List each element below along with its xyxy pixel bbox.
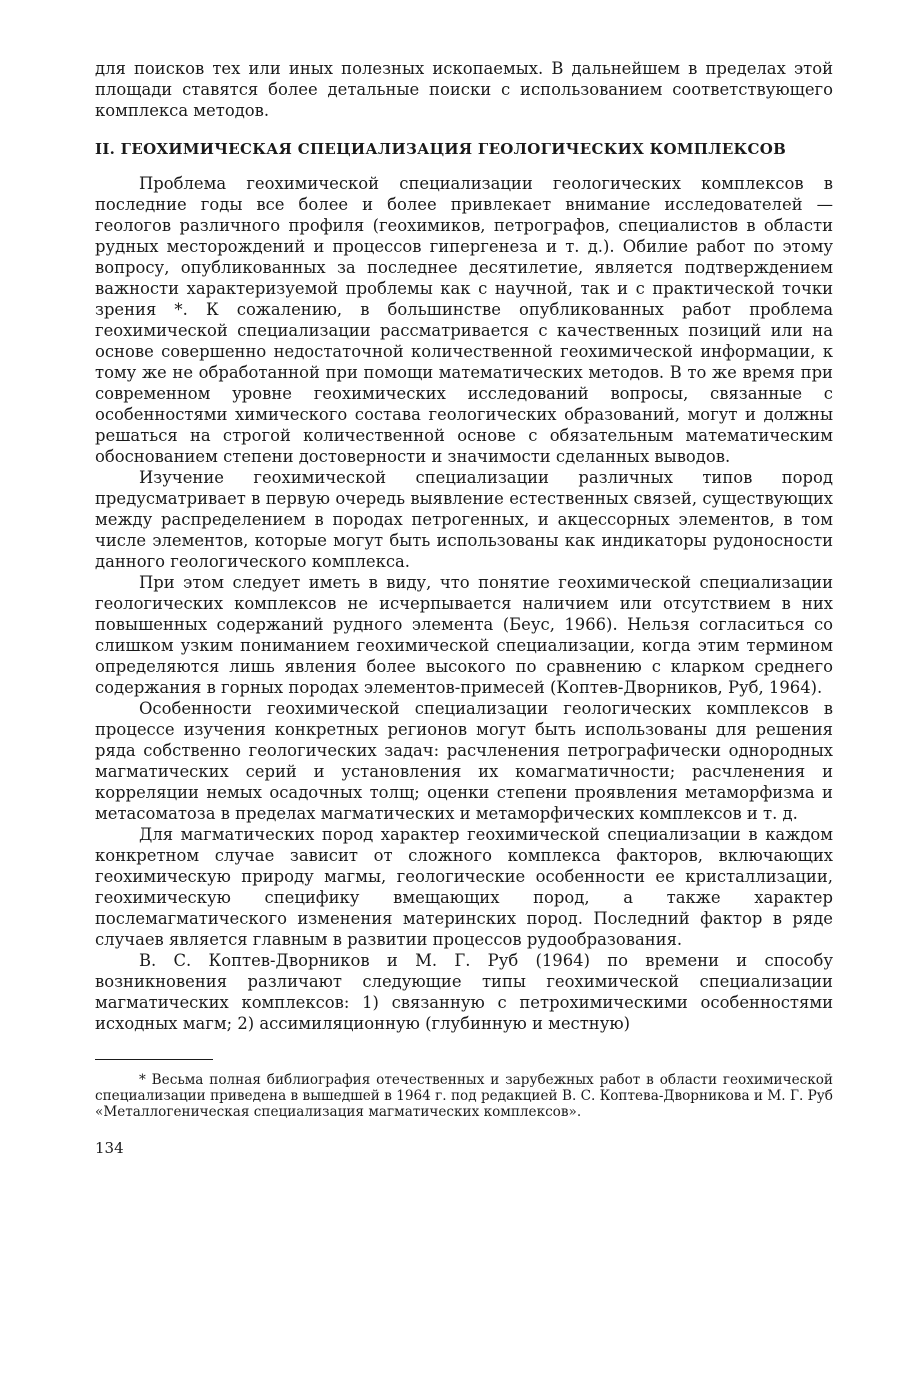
section-heading: II. ГЕОХИМИЧЕСКАЯ СПЕЦИАЛИЗАЦИЯ ГЕОЛОГИЧЕСКИХ КОМПЛЕКСОВ [95, 140, 787, 158]
body-paragraph-4: Особенности геохимической специализации геологических комплексов в процессе изучения конкретных регионов могут быть использованы для решения ряда собственно геологических задач: расчленения петрографически однородных магматических серий и установления их комагматичности; расчленения и корреляции немых осадочных толщ; оценки степени проявления метаморфизма и метасоматоза в пределах магматических и метаморфических комплексов и т. д. [95, 699, 833, 823]
body-paragraph-6: В. С. Коптев-Дворников и М. Г. Руб (1964) по времени и способу возникновения различают следующие типы геохимической специализации магматических комплексов: 1) связанную с петрохимическими особенностями исходных магм; 2) ассимиляционную (глубинную и местную) [95, 951, 833, 1033]
body-paragraph-3: При этом следует иметь в виду, что понятие геохимической специализации геологических комплексов не исчерпывается наличием или отсутствием в них повышенных содержаний рудного элемента (Беус, 1966). Нельзя согласиться со слишком узким пониманием геохимической специализации, когда этим термином определяются лишь явления более высокого по сравнению с кларком среднего содержания в горных породах элементов-примесей (Коптев-Дворников, Руб, 1964). [95, 573, 833, 697]
body-paragraph-1: Проблема геохимической специализации геологических комплексов в последние годы все более и более привлекает внимание исследователей — геологов различного профиля (геохимиков, петрографов, специалистов в области рудных месторождений и процессов гипергенеза и т. д.). Обилие работ по этому вопросу, опубликованных за последнее десятилетие, является подтверждением важности характеризуемой проблемы как с научной, так и с практической точки зрения *. К сожалению, в большинстве опубликованных работ проблема геохимической специализации рассматривается с качественных позиций или на основе совершенно недостаточной количественной геохимической информации, к тому же не обработанной при помощи математических методов. В то же время при современном уровне геохимических исследований вопросы, связанные с особенностями химического состава геологических образований, могут и должны решаться на строгой количественной основе с обязательным математическим обоснованием степени достоверности и значимости сделанных выводов. [95, 174, 833, 466]
intro-paragraph: для поисков тех или иных полезных ископаемых. В дальнейшем в пределах этой площади ставятся более детальные поиски с использованием соответствующего комплекса методов. [95, 59, 833, 120]
footnote: * Весьма полная библиография отечественных и зарубежных работ в области геохимической специализации приведена в вышедшей в 1964 г. под редакцией В. С. Коптева-Дворникова и М. Г. Руб «Металлогеническая специализация магматических комплексов». [95, 1072, 833, 1120]
book-page [95, 58, 833, 1158]
footnote-divider [95, 1059, 213, 1060]
body-paragraph-5: Для магматических пород характер геохимической специализации в каждом конкретном случае зависит от сложного комплекса факторов, включающих геохимическую природу магмы, геологические особенности ее кристаллизации, геохимическую специфику вмещающих пород, а также характер послемагматического изменения материнских пород. Последний фактор в ряде случаев является главным в развитии процессов рудообразования. [95, 825, 833, 949]
page-number: 134 [95, 1139, 124, 1157]
body-paragraph-2: Изучение геохимической специализации различных типов пород предусматривает в первую очередь выявление естественных связей, существующих между распределением в породах петрогенных, и акцессорных элементов, в том числе элементов, которые могут быть использованы как индикаторы рудоносности данного геологического комплекса. [95, 468, 833, 571]
